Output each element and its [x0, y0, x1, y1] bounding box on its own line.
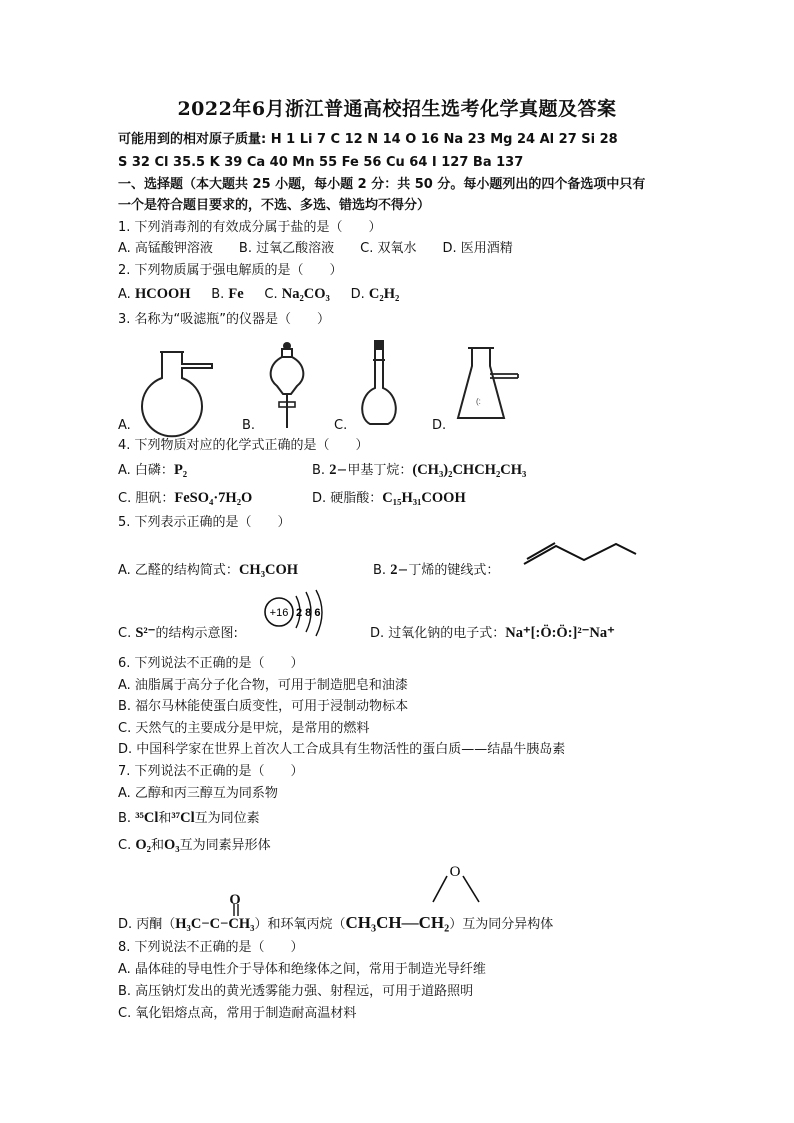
q5-option-c-label: C. — [118, 626, 132, 641]
question-1-stem: 1. 下列消毒剂的有效成分属于盐的是（ ） — [118, 220, 382, 235]
question-8-stem: 8. 下列说法不正确的是（ ） — [118, 940, 304, 955]
q2-option-c-formula: Na₂CO₃ — [281, 286, 330, 302]
q5-option-a-formula: CH₃COH — [238, 562, 299, 578]
svg-text:O: O — [449, 864, 461, 880]
svg-text:(:: (: — [476, 397, 481, 406]
q4-option-d — [312, 489, 466, 508]
q4-option-a-label: A. 白磷： — [118, 463, 174, 478]
q2-option-a-formula: HCOOH — [134, 286, 191, 302]
q4-option-a — [118, 461, 187, 480]
atomic-mass-line-1: 可能用到的相对原子质量: H 1 Li 7 C 12 N 14 O 16 Na 23 Mg 24 Al 27 Si 28 — [118, 132, 618, 147]
acetone-carbonyl-oxygen: O — [229, 892, 241, 908]
q5-option-c-text: 的结构示意图: — [155, 626, 238, 641]
q7-option-c-text: 互为同素异形体 — [179, 838, 271, 853]
2-butene-skeletal-formula-icon — [522, 538, 640, 568]
separatory-funnel-icon — [263, 338, 313, 434]
q7-option-b-label: B. — [118, 811, 132, 826]
volumetric-flask-icon — [356, 338, 406, 428]
q4-option-c-label: C. 胆矾： — [118, 491, 175, 506]
q4-option-b-number: 2 — [329, 462, 337, 478]
question-2-stem: 2. 下列物质属于强电解质的是（ ） — [118, 263, 343, 278]
section-heading-2: 一个是符合题目要求的，不选、多选、错选均不得分） — [118, 198, 431, 213]
q7-option-d-text-1: D. 丙酮（ — [118, 917, 176, 932]
q5-option-b — [373, 561, 499, 580]
q7-option-c-label: C. — [118, 838, 132, 853]
nucleus-charge: +16 — [269, 607, 289, 619]
q3-option-a: A. — [118, 418, 131, 433]
q7-option-d-text-3: ）互为同分异构体 — [449, 917, 554, 932]
q4-option-d-formula: C₁₅H₃₁COOH — [382, 490, 466, 506]
q5-option-c-formula: S²⁻ — [135, 625, 156, 641]
q7-option-a: A. 乙醇和丙三醇互为同系物 — [118, 786, 278, 801]
q2-option-a-label: A. — [118, 287, 131, 302]
q7-option-c — [118, 836, 271, 855]
question-2-options — [118, 285, 399, 304]
question-6-stem: 6. 下列说法不正确的是（ ） — [118, 656, 304, 671]
q6-option-c: C. 天然气的主要成分是甲烷，是常用的燃料 — [118, 721, 370, 736]
q5-option-d — [370, 624, 615, 643]
atomic-mass-line-2: S 32 Cl 35.5 K 39 Ca 40 Mn 55 Fe 56 Cu 64 I 127 Ba 137 — [118, 155, 524, 170]
question-7-stem: 7. 下列说法不正确的是（ ） — [118, 764, 304, 779]
section-heading-1: 一、选择题（本大题共 25 小题，每小题 2 分：共 50 分。每小题列出的四个备选项中只有 — [118, 177, 646, 192]
round-bottom-flask-with-side-arm-icon — [140, 348, 220, 428]
q8-option-a: A. 晶体硅的导电性介于导体和绝缘体之间，常用于制造光导纤维 — [118, 962, 486, 977]
q2-option-d-formula: C₂H₂ — [368, 286, 400, 302]
q7-option-b — [118, 809, 260, 828]
q7-option-b-text: 互为同位素 — [194, 811, 260, 826]
q5-option-a-label: A. 乙醛的结构简式： — [118, 563, 239, 578]
q3-option-c: C. — [334, 418, 348, 433]
q2-option-b-formula: Fe — [228, 286, 244, 302]
q5-option-d-formula: Na⁺[:Ö:Ö:]²⁻Na⁺ — [505, 625, 615, 641]
q6-option-b: B. 福尔马林能使蛋白质变性，可用于浸制动物标本 — [118, 699, 409, 714]
q4-option-c — [118, 489, 252, 508]
q7-option-c-formula-2: O₃ — [164, 837, 180, 853]
q5-option-d-label: D. 过氧化钠的电子式： — [370, 626, 506, 641]
q4-option-a-formula: P₂ — [173, 462, 188, 478]
q7-option-d-text-2: ）和环氧丙烷（ — [254, 917, 346, 932]
q7-option-b-formula-2: ³⁷Cl — [171, 810, 195, 826]
q6-option-d: D. 中国科学家在世界上首次人工合成具有生物活性的蛋白质——结晶牛胰岛素 — [118, 742, 566, 757]
q4-option-b — [312, 461, 526, 480]
q7-option-c-and: 和 — [151, 838, 165, 853]
epoxypropane-formula: CH₃CH—CH₂ — [345, 913, 450, 932]
q5-option-c — [118, 624, 238, 643]
question-1-options: A. 高锰酸钾溶液 B. 过氧乙酸溶液 C. 双氧水 D. 医用酒精 — [118, 241, 513, 256]
q2-option-c-label: C. — [264, 287, 278, 302]
question-4-stem: 4. 下列物质对应的化学式正确的是（ ） — [118, 438, 369, 453]
q4-option-b-label: B. — [312, 463, 326, 478]
q4-option-c-formula: FeSO₄·7H₂O — [174, 490, 253, 506]
q2-option-d-label: D. — [350, 287, 365, 302]
q5-option-b-label: B. — [373, 563, 387, 578]
q2-option-b-label: B. — [211, 287, 225, 302]
suction-flask-icon — [452, 344, 526, 424]
q8-option-b: B. 高压钠灯发出的黄光透雾能力强、射程远，可用于道路照明 — [118, 984, 474, 999]
epoxide-ring-icon — [425, 862, 495, 904]
q7-option-b-and: 和 — [158, 811, 172, 826]
question-5-stem: 5. 下列表示正确的是（ ） — [118, 515, 291, 530]
page-title: 2022年6月浙江普通高校招生选考化学真题及答案 — [177, 98, 617, 120]
q5-option-a — [118, 561, 298, 580]
q7-option-c-formula-1: O₂ — [135, 837, 151, 853]
q5-option-b-text: −丁烯的键线式： — [397, 563, 500, 578]
q4-option-b-formula: (CH₃)₂CHCH₂CH₃ — [412, 462, 527, 478]
q3-option-d: D. — [432, 418, 447, 433]
q4-option-d-label: D. 硬脂酸： — [312, 491, 383, 506]
q3-option-b: B. — [242, 418, 256, 433]
question-3-stem: 3. 名称为“吸滤瓶”的仪器是（ ） — [118, 312, 331, 327]
q8-option-c: C. 氧化铝熔点高，常用于制造耐高温材料 — [118, 1006, 357, 1021]
q7-option-b-formula-1: ³⁵Cl — [135, 810, 159, 826]
q4-option-b-text: −甲基丁烷： — [336, 463, 413, 478]
q7-option-d — [118, 914, 553, 934]
q6-option-a: A. 油脂属于高分子化合物，可用于制造肥皂和油漆 — [118, 678, 408, 693]
acetone-formula: H₃C−C−CH₃ — [175, 916, 255, 932]
electron-shells: 2 8 6 — [296, 607, 321, 619]
sulfide-ion-structure-diagram — [262, 590, 342, 640]
q5-option-b-number: 2 — [390, 562, 398, 578]
